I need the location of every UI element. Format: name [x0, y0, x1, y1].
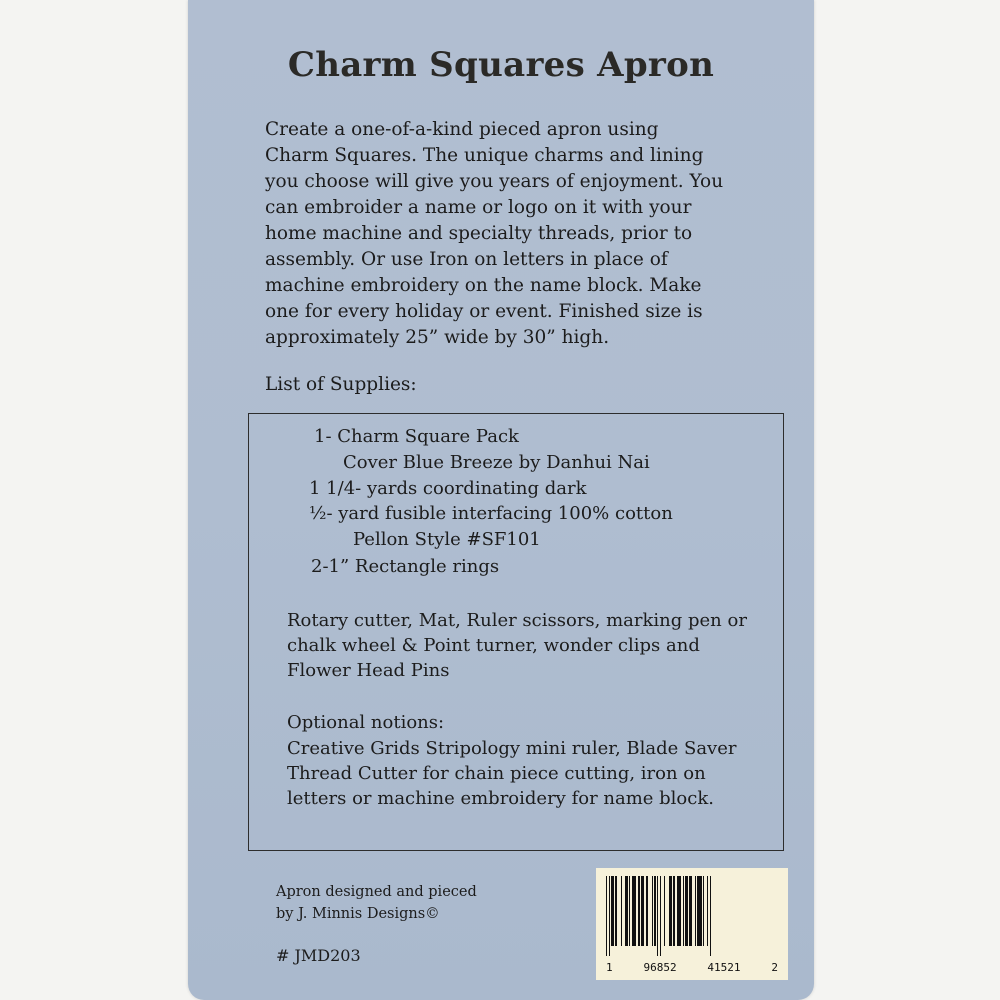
supply-item-charm-pack: 1- Charm Square Pack: [314, 426, 519, 447]
supply-item-interfacing: ½- yard fusible interfacing 100% cotton: [309, 503, 673, 524]
intro-paragraph: Create a one-of-a-kind pieced apron using Charm Squares. The unique charms and lining you choose will give you years of enjoyment. You can embroider a name or logo on it with your home machine and specialty threads, prior to assembly. Or use Iron on letters in place of machine embroidery on the name block. Make one for every holiday or event. Finished size is approximately 25” wide by 30” high.: [265, 119, 724, 348]
barcode-label: [596, 868, 788, 980]
barcode-digit-last: 2: [771, 961, 778, 974]
page-title: Charm Squares Apron: [287, 45, 715, 85]
pattern-code: # JMD203: [276, 946, 361, 965]
pattern-card: [188, 0, 814, 1000]
barcode-digit-first: 1: [606, 961, 613, 974]
supply-item-charm-pack-detail: Cover Blue Breeze by Danhui Nai: [343, 452, 650, 473]
barcode-bars: [606, 876, 778, 946]
supplies-box: [248, 413, 784, 851]
optional-heading: Optional notions:: [287, 712, 445, 733]
supply-item-yardage: 1 1/4- yards coordinating dark: [309, 478, 587, 499]
barcode-group-left: 96852: [643, 961, 677, 974]
supplies-heading: List of Supplies:: [265, 374, 417, 395]
barcode-digits: [606, 961, 778, 974]
supply-item-rings: 2-1” Rectangle rings: [311, 556, 500, 577]
supply-item-interfacing-detail: Pellon Style #SF101: [353, 529, 541, 550]
tools-paragraph: Rotary cutter, Mat, Ruler scissors, marking pen or chalk wheel & Point turner, wonder clips and Flower Head Pins: [287, 610, 747, 681]
barcode-space: [711, 876, 712, 956]
optional-paragraph: Creative Grids Stripology mini ruler, Blade Saver Thread Cutter for chain piece cutting, iron on letters or machine embroidery for name block.: [287, 738, 737, 809]
barcode-group-right: 41521: [707, 961, 741, 974]
designer-credit: Apron designed and pieced by J. Minnis Designs©: [276, 884, 477, 922]
